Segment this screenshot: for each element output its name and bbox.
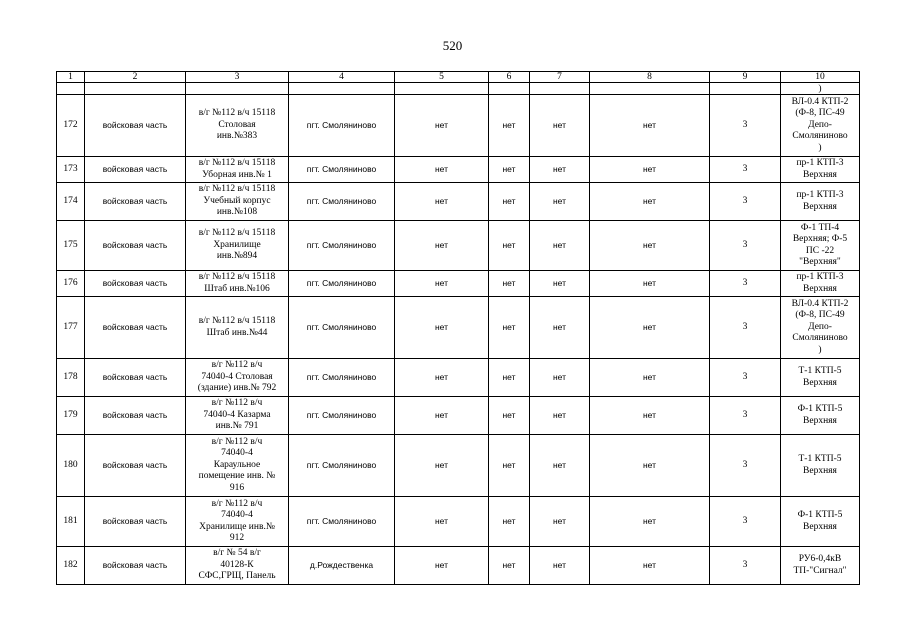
col9-value: 3 xyxy=(710,157,781,183)
col7-value: нет xyxy=(530,95,590,157)
col9-value: 3 xyxy=(710,297,781,359)
object-description xyxy=(186,271,289,297)
power-supply xyxy=(781,497,860,547)
col5-value: нет xyxy=(395,359,489,397)
row-number: 173 xyxy=(57,157,85,183)
object-description-line: в/г №112 в/ч 15118 xyxy=(198,272,276,282)
location: пгт. Смоляниново xyxy=(289,359,395,397)
location: пгт. Смоляниново xyxy=(289,271,395,297)
header-cell: 7 xyxy=(530,72,590,83)
power-supply xyxy=(781,183,860,221)
power-supply-line: Ф-1 КТП-5 xyxy=(797,510,843,520)
object-description-line: Штаб инв.№44 xyxy=(206,327,268,338)
object-description-line: инв.№383 xyxy=(216,131,258,142)
object-description-line: инв.№894 xyxy=(216,251,258,262)
object-description-line: Хранилище xyxy=(213,239,261,250)
table-row xyxy=(57,183,860,221)
table-row xyxy=(57,221,860,271)
col5-value: нет xyxy=(395,183,489,221)
col8-value: нет xyxy=(590,397,710,435)
object-type: войсковая часть xyxy=(85,435,186,497)
object-description xyxy=(186,95,289,157)
power-supply xyxy=(781,435,860,497)
object-description xyxy=(186,183,289,221)
object-description xyxy=(186,497,289,547)
object-type: войсковая часть xyxy=(85,157,186,183)
col7-value: нет xyxy=(530,157,590,183)
header-cell: 2 xyxy=(85,72,186,83)
object-description-line: в/г №112 в/ч xyxy=(211,498,263,509)
col6-value: нет xyxy=(489,359,530,397)
object-type: войсковая часть xyxy=(85,221,186,271)
col5-value: нет xyxy=(395,271,489,297)
object-description-line: помещение инв. № xyxy=(198,471,276,482)
table-row xyxy=(57,435,860,497)
table-row xyxy=(57,359,860,397)
col7-value: нет xyxy=(530,221,590,271)
power-supply-line: Депо- xyxy=(808,321,832,332)
object-description xyxy=(186,297,289,359)
power-supply-line: Смоляниново xyxy=(792,333,848,344)
col7-value: нет xyxy=(530,497,590,547)
row-number: 178 xyxy=(57,359,85,397)
col6-value: нет xyxy=(489,435,530,497)
power-supply-line: ВЛ-0.4 КТП-2 xyxy=(791,96,849,107)
object-description-line: в/г № 54 в/г xyxy=(213,548,261,559)
power-supply-line: Депо- xyxy=(808,119,832,130)
object-description-line: 74040-4 Столовая xyxy=(201,371,273,382)
header-cell: 4 xyxy=(289,72,395,83)
col9-value: 3 xyxy=(710,435,781,497)
col7-value: нет xyxy=(530,397,590,435)
col7-value: нет xyxy=(530,183,590,221)
power-supply xyxy=(781,221,860,271)
continuation-row xyxy=(57,83,860,95)
col5-value: нет xyxy=(395,547,489,585)
power-supply xyxy=(781,547,860,585)
object-description-line: Учебный корпус xyxy=(203,195,271,206)
power-supply-line: Верхняя xyxy=(803,521,837,532)
table-cell xyxy=(489,83,530,95)
power-supply xyxy=(781,359,860,397)
object-description-line: Караульное xyxy=(213,459,261,470)
object-description-line: Хранилище инв.№ xyxy=(199,521,275,532)
col5-value: нет xyxy=(395,397,489,435)
header-row xyxy=(57,72,860,83)
col8-value: нет xyxy=(590,435,710,497)
col9-value: 3 xyxy=(710,397,781,435)
col8-value: нет xyxy=(590,547,710,585)
power-supply-line: Верхняя xyxy=(803,201,837,212)
col5-value: нет xyxy=(395,297,489,359)
object-type: войсковая часть xyxy=(85,297,186,359)
table-row xyxy=(57,271,860,297)
object-description-line: 74040-4 xyxy=(221,448,253,459)
row-number: 181 xyxy=(57,497,85,547)
col6-value: нет xyxy=(489,183,530,221)
row-number: 174 xyxy=(57,183,85,221)
object-description-line: (здание) инв.№ 792 xyxy=(197,383,277,394)
table-row xyxy=(57,297,860,359)
table-cell xyxy=(57,83,85,95)
col6-value: нет xyxy=(489,297,530,359)
col9-value: 3 xyxy=(710,359,781,397)
power-supply-line: пр-1 КТП-3 xyxy=(796,272,844,282)
table-cell xyxy=(289,83,395,95)
power-supply-line: ТП-"Сигнал" xyxy=(793,565,847,576)
col9-value: 3 xyxy=(710,95,781,157)
table-row xyxy=(57,95,860,157)
table-row xyxy=(57,157,860,183)
table-cell xyxy=(186,83,289,95)
object-type: войсковая часть xyxy=(85,95,186,157)
object-description-line: в/г №112 в/ч 15118 xyxy=(198,158,276,168)
object-type: войсковая часть xyxy=(85,397,186,435)
object-description xyxy=(186,157,289,183)
col8-value: нет xyxy=(590,271,710,297)
object-description-line: в/г №112 в/ч 15118 xyxy=(198,108,276,119)
power-supply-line: Верхняя; Ф-5 xyxy=(792,234,848,244)
col5-value: нет xyxy=(395,157,489,183)
object-description-line: Штаб инв.№106 xyxy=(204,283,270,294)
object-description-line: 912 xyxy=(229,533,245,543)
table-cell xyxy=(85,83,186,95)
power-supply-line: ВЛ-0.4 КТП-2 xyxy=(791,298,849,309)
object-description-line: в/г №112 в/ч xyxy=(211,398,263,409)
location: д.Рождественка xyxy=(289,547,395,585)
col6-value: нет xyxy=(489,497,530,547)
col5-value: нет xyxy=(395,435,489,497)
location: пгт. Смоляниново xyxy=(289,435,395,497)
object-description-line: инв.№ 791 xyxy=(215,421,259,432)
object-description-line: в/г №112 в/ч xyxy=(211,436,263,447)
object-description xyxy=(186,221,289,271)
location: пгт. Смоляниново xyxy=(289,221,395,271)
col8-value: нет xyxy=(590,297,710,359)
power-supply xyxy=(781,271,860,297)
object-description-line: СФС,ГРЩ, Панель xyxy=(198,571,276,582)
col7-value: нет xyxy=(530,435,590,497)
object-type: войсковая часть xyxy=(85,497,186,547)
location: пгт. Смоляниново xyxy=(289,183,395,221)
col6-value: нет xyxy=(489,271,530,297)
object-description-line: инв.№108 xyxy=(216,207,258,218)
col5-value: нет xyxy=(395,497,489,547)
power-supply xyxy=(781,157,860,183)
power-supply-line: Т-1 КТП-5 xyxy=(798,366,842,376)
col9-value: 3 xyxy=(710,183,781,221)
col6-value: нет xyxy=(489,157,530,183)
page-number: 520 xyxy=(442,38,463,53)
object-description-line: 74040-4 Казарма xyxy=(203,409,271,420)
object-description-line: в/г №112 в/ч xyxy=(211,360,263,371)
header-cell: 6 xyxy=(489,72,530,83)
object-description xyxy=(186,397,289,435)
location: пгт. Смоляниново xyxy=(289,397,395,435)
power-supply-line: ПС -22 xyxy=(805,245,835,256)
table-row xyxy=(57,397,860,435)
col9-value: 3 xyxy=(710,221,781,271)
power-supply-line: ) xyxy=(818,344,822,355)
power-supply-line: Ф-1 КТП-5 xyxy=(797,404,843,414)
row-number: 182 xyxy=(57,547,85,585)
power-supply-line: "Верхняя" xyxy=(799,257,841,267)
col9-value: 3 xyxy=(710,547,781,585)
col6-value: нет xyxy=(489,547,530,585)
table-cell xyxy=(590,83,710,95)
object-description xyxy=(186,359,289,397)
power-supply-line: ) xyxy=(818,142,822,153)
col7-value: нет xyxy=(530,271,590,297)
object-description-line: 74040-4 xyxy=(221,510,253,520)
col8-value: нет xyxy=(590,359,710,397)
power-supply-line: (Ф-8, ПС-49 xyxy=(795,310,845,321)
header-cell: 5 xyxy=(395,72,489,83)
object-description-line: 40128-К xyxy=(220,559,254,570)
row-number: 177 xyxy=(57,297,85,359)
power-supply-line: (Ф-8, ПС-49 xyxy=(795,108,845,119)
power-supply-line: Верхняя xyxy=(803,169,837,180)
col5-value: нет xyxy=(395,221,489,271)
col9-value: 3 xyxy=(710,497,781,547)
header-cell: 1 xyxy=(57,72,85,83)
table-cell xyxy=(395,83,489,95)
col7-value: нет xyxy=(530,359,590,397)
table-row xyxy=(57,547,860,585)
power-supply-line: Верхняя xyxy=(803,377,837,388)
header-cell: 3 xyxy=(186,72,289,83)
header-cell: 8 xyxy=(590,72,710,83)
power-supply xyxy=(781,95,860,157)
object-type: войсковая часть xyxy=(85,183,186,221)
object-type: войсковая часть xyxy=(85,359,186,397)
col9-value: 3 xyxy=(710,271,781,297)
col6-value: нет xyxy=(489,221,530,271)
object-type: войсковая часть xyxy=(85,547,186,585)
object-description xyxy=(186,435,289,497)
col6-value: нет xyxy=(489,397,530,435)
object-description-line: 916 xyxy=(229,482,245,493)
location: пгт. Смоляниново xyxy=(289,95,395,157)
table-cell: ) xyxy=(781,83,860,95)
power-supply xyxy=(781,397,860,435)
col6-value: нет xyxy=(489,95,530,157)
object-description-line: Столовая xyxy=(218,119,256,130)
object-type: войсковая часть xyxy=(85,271,186,297)
row-number: 180 xyxy=(57,435,85,497)
table-cell xyxy=(530,83,590,95)
location: пгт. Смоляниново xyxy=(289,157,395,183)
object-description-line: Уборная инв.№ 1 xyxy=(202,169,272,180)
col5-value: нет xyxy=(395,95,489,157)
table-row xyxy=(57,497,860,547)
power-supply-line: Верхняя xyxy=(803,465,837,476)
row-number: 176 xyxy=(57,271,85,297)
col8-value: нет xyxy=(590,221,710,271)
power-supply-line: РУ6-0,4кВ xyxy=(798,554,842,564)
col7-value: нет xyxy=(530,297,590,359)
header-cell: 10 xyxy=(781,72,860,83)
object-description-line: в/г №112 в/ч 15118 xyxy=(198,316,276,326)
power-supply-line: Верхняя xyxy=(803,283,837,294)
object-description xyxy=(186,547,289,585)
power-supply-line: пр-1 КТП-3 xyxy=(796,158,844,168)
power-supply-line: пр-1 КТП-3 xyxy=(796,190,844,200)
row-number: 179 xyxy=(57,397,85,435)
row-number: 175 xyxy=(57,221,85,271)
col8-value: нет xyxy=(590,157,710,183)
data-table xyxy=(56,71,860,585)
power-supply xyxy=(781,297,860,359)
row-number: 172 xyxy=(57,95,85,157)
power-supply-line: Верхняя xyxy=(803,415,837,426)
location: пгт. Смоляниново xyxy=(289,297,395,359)
power-supply-line: Т-1 КТП-5 xyxy=(798,454,842,464)
table-cell xyxy=(710,83,781,95)
col8-value: нет xyxy=(590,95,710,157)
power-supply-line: Смоляниново xyxy=(792,131,848,142)
object-description-line: в/г №112 в/ч 15118 xyxy=(198,228,276,239)
power-supply-line: Ф-1 ТП-4 xyxy=(800,222,840,233)
header-cell: 9 xyxy=(710,72,781,83)
col8-value: нет xyxy=(590,497,710,547)
location: пгт. Смоляниново xyxy=(289,497,395,547)
col8-value: нет xyxy=(590,183,710,221)
col7-value: нет xyxy=(530,547,590,585)
object-description-line: в/г №112 в/ч 15118 xyxy=(198,184,276,195)
